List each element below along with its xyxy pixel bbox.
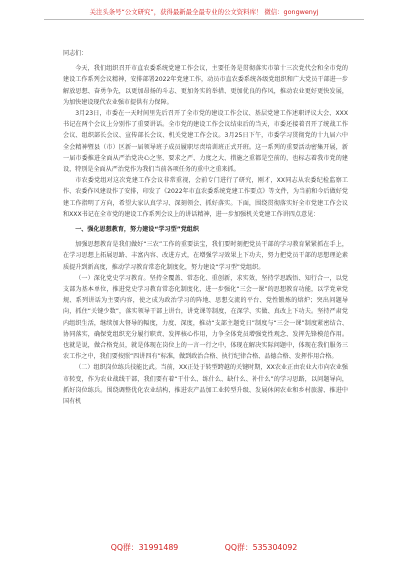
promo-banner: 关注头条号“公文研究”，获得最新最全最专业的公文资料库！ 微信：gongwenyj	[89, 8, 319, 16]
paragraph-1: 今天，我们组织召开市直农委系统党建工作会议，主要任务是贯彻落实市第十三次党代会和全市党的建设工作系列会议精神，安排部署2022年党建工作，动员市直农委系统各级党组织和广大党员干部进一步解放思想、奋勇争先，以更加昂扬的斗志、更加务实的举措、更加优良的作风，推动农业更好更快发展，为加快建设现代农业强市提供有力保障。	[63, 65, 348, 106]
qq-group-2: QQ群：535304092	[224, 543, 298, 552]
header-divider	[44, 19, 364, 20]
contact-footer	[0, 542, 408, 553]
greeting: 同志们：	[63, 50, 88, 57]
paragraph-6: （二）组织岗位练兵技能比武。当前，XX正处于转型跨越的关键时期，XX农业正由农业大市向农业强市转变，作为农业战线干部，我们要有着“干什么、练什么、缺什么、补什么”的学习思路，以问题导向，抓好岗位练兵。围绕调整优化农业结构，推进农产品加工业转型升级、发展休闲农业和乡村旅游、推进中国有机	[63, 364, 348, 406]
section-heading: 一、强化思想教育，努力建设“学习型”党组织	[75, 226, 199, 234]
document-body	[63, 48, 348, 407]
paragraph-2: 3月23日，市委在一天时间里先后召开了全市党的建设工作会议、基层党建工作述职评议大会、XXX书记在两个会议上分别作了重要讲话。全市党的建设工作会议结束后的当天，市委还接着召开了统战工作会议、组织部长会议、宣传部长会议、机关党建工作会议。3月25日下午，市委学习贯彻党的十九届六中全会精神暨县（市）区新一届领导班子成员履职尽责培训班正式开班。这一系列的重要活动密集开展，新一届市委推进全面从严治党决心之坚、要求之严、力度之大、措施之重都是空前的，也标志着我市党的建设，特别是全面从严治党作为我们当前各项任务的重中之重来抓。	[63, 110, 348, 174]
paragraph-4: 加强思想教育是我们做好“三农”工作的重要法宝，我们要时刻把党员干部的学习教育紧紧抓在手上，在学习思想上拓展思路、丰富内容、改进方式，在增强学习效果上下功夫，努力把党员干部的思想理论素质提升到新高度，推动学习教育常态化制度化，努力建设“学习型”党组织。	[63, 241, 348, 271]
paragraph-3: 市农委党组对这次党建工作会议非常重视，会前专门进行了研究，刚才，XX同志从农委纪检监察工作、农委作风建设作了安排，印发了《2022年市直农委系统党建工作要点》等文件，为当前和今后做好党建工作指明了方向，希望大家认真学习、深刻领会、抓好落实。下面，围绕贯彻落实好全市党建工作会议和XXX书记在全市党的建设工作系列会议上的讲话精神，进一步加强机关党建工作讲四点意见：	[63, 177, 348, 218]
paragraph-5: （一）深化党史学习教育。坚持全覆盖、常态化、重创新，求实效，坚持学思践悟、知行合一，以党支部为基本单位，推进党史学习教育常态化制度化，进一步强化“三会一课”的思想教育功能，以学党章党规、系列讲话为主要内容，使之成为政治学习的阵地、思想交流的平台、党性锻炼的熔炉；突出问题导向，抓住“关键少数”，落实领导干部上讲台，讲党课等制度，在深学、实做、真改上下功夫。坚持严肃党内组织生活，继续加大督导的幅度，力度、深度，推动“支部主题党日”制度与“三会一课”制度紧密结合、协同落实，确保党组织充分履行职责、发挥核心作用，力争全体党员增强党性观念、发挥先锋模范作用。也就是说，做合格党员，就是体现在岗位上的一言一行之中，体现在解决实际问题中，体现在我们服务三农工作之中，我们要按照“四讲四有”标准，做到政治合格、执行纪律合格、品德合格、发挥作用合格。	[63, 274, 348, 361]
qq-group-1: QQ群：31991489	[110, 543, 179, 552]
